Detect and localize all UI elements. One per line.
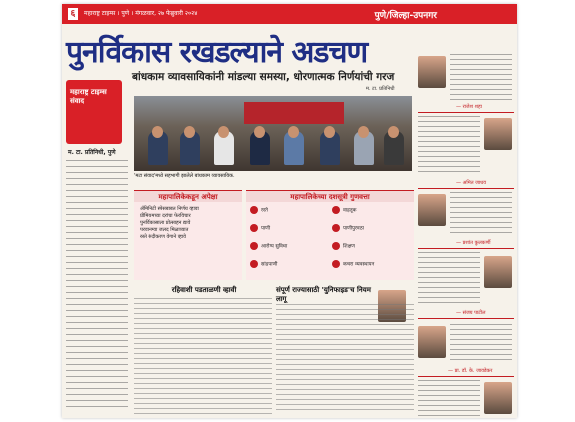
grid-item: वाहतूक bbox=[332, 206, 356, 214]
list-item: ॲमिनिटी स्पेसबाबत निर्णय व्हावा bbox=[140, 206, 199, 212]
photo-banner bbox=[244, 102, 344, 124]
story-text-right bbox=[276, 304, 414, 414]
divider bbox=[418, 318, 514, 319]
dateline: महाराष्ट्र टाइम्स । पुणे । मंगळवार, २७ फेब्रुवारी २०२४ bbox=[84, 10, 198, 17]
sidebar-text bbox=[450, 54, 512, 100]
contributor-name: — प्रशांत कुलकर्णी bbox=[456, 240, 491, 246]
mata-samvad-logo bbox=[66, 80, 122, 144]
water-icon bbox=[250, 224, 258, 232]
list-item: परवानग्या जलद मिळाव्यात bbox=[140, 227, 189, 233]
section-title: पुणे/जिल्हा-उपनगर bbox=[374, 11, 437, 21]
sidebar-text bbox=[450, 324, 512, 364]
person-head bbox=[358, 126, 369, 138]
list-item: पुनर्विकासाला प्रोत्साहन द्यावे bbox=[140, 220, 191, 226]
photo-caption: 'मटा संवाद'मध्ये सहभागी झालेले बांधकाम व्यावसायिक. bbox=[134, 173, 235, 179]
divider bbox=[418, 112, 514, 113]
tap-icon bbox=[332, 224, 340, 232]
person-head bbox=[254, 126, 265, 138]
person-head bbox=[218, 126, 229, 138]
grid-item: पाणी bbox=[250, 224, 270, 232]
grid-item: आरोग्य सुविधा bbox=[250, 242, 287, 250]
divider bbox=[418, 188, 514, 189]
contributor-photo bbox=[484, 256, 512, 288]
newspaper-page bbox=[62, 4, 517, 418]
box-title-expectations: महापालिकेकडून अपेक्षा bbox=[134, 190, 242, 203]
garbage-icon bbox=[332, 260, 340, 268]
expectations-list bbox=[140, 206, 240, 241]
group-photo bbox=[134, 96, 412, 171]
story-title-right: संपूर्ण राज्यासाठी 'युनिफाइड'च नियम लागू bbox=[276, 286, 371, 303]
grid-item: शिक्षण bbox=[332, 242, 355, 250]
headline: पुनर्विकास रखडल्याने अडचण bbox=[66, 35, 368, 70]
expectations-box bbox=[134, 202, 242, 280]
sidebar-text bbox=[450, 192, 512, 236]
sidebar-text bbox=[418, 380, 480, 416]
person-head bbox=[184, 126, 195, 138]
grid-item: कचरा व्यवस्थापन bbox=[332, 260, 374, 268]
road-icon bbox=[250, 206, 258, 214]
box-title-quality: महापालिकेच्या दशसूत्री गुणवत्ता bbox=[246, 190, 414, 203]
person-head bbox=[152, 126, 163, 138]
list-item: प्रीमियमच्या दरांचा फेरविचार bbox=[140, 213, 191, 219]
subheadline: बांधकाम व्यावसायिकांनी मांडल्या समस्या, धोरणात्मक निर्णयांची गरज bbox=[132, 71, 395, 83]
contributor-name: — संजय पाटील bbox=[456, 310, 486, 316]
sidebar-text bbox=[418, 116, 480, 176]
contributor-photo bbox=[484, 118, 512, 150]
contributor-photo bbox=[484, 382, 512, 414]
drain-icon bbox=[250, 260, 258, 268]
contributor-photo bbox=[418, 194, 446, 226]
person-head bbox=[388, 126, 399, 138]
divider bbox=[418, 248, 514, 249]
health-icon bbox=[250, 242, 258, 250]
top-bar bbox=[62, 4, 517, 24]
story-text-left bbox=[134, 298, 272, 414]
sidebar-text bbox=[418, 252, 480, 306]
contributor-photo bbox=[418, 56, 446, 88]
person-head bbox=[324, 126, 335, 138]
grid-item: रस्ते bbox=[250, 206, 268, 214]
grid-item: पाणीपुरवठा bbox=[332, 224, 364, 232]
grid-item: सांडपाणी bbox=[250, 260, 277, 268]
divider bbox=[418, 376, 514, 377]
person-head bbox=[288, 126, 299, 138]
place-line: म. टा. प्रतिनिधी, पुणे bbox=[68, 149, 116, 156]
contributor-name: — प्रा. डॉ. के. जावडेकर bbox=[448, 368, 493, 374]
logo-text: महाराष्ट्र टाइम्स संवाद bbox=[70, 88, 107, 105]
left-column-text bbox=[66, 160, 128, 410]
contributor-photo bbox=[418, 326, 446, 358]
story-title-left: रहिवाशी पडताळणी व्हावी bbox=[171, 286, 237, 294]
contributor-name: — अमित जाधव bbox=[456, 180, 486, 186]
traffic-icon bbox=[332, 206, 340, 214]
school-icon bbox=[332, 242, 340, 250]
byline: म. टा. प्रतिनिधी bbox=[366, 86, 395, 92]
page-number: ६ bbox=[68, 8, 78, 20]
contributor-name: — राजेश शहा bbox=[456, 104, 482, 110]
list-item: रस्ते रुंदीकरण वेगाने व्हावे bbox=[140, 234, 186, 240]
quality-grid-box bbox=[246, 202, 414, 280]
